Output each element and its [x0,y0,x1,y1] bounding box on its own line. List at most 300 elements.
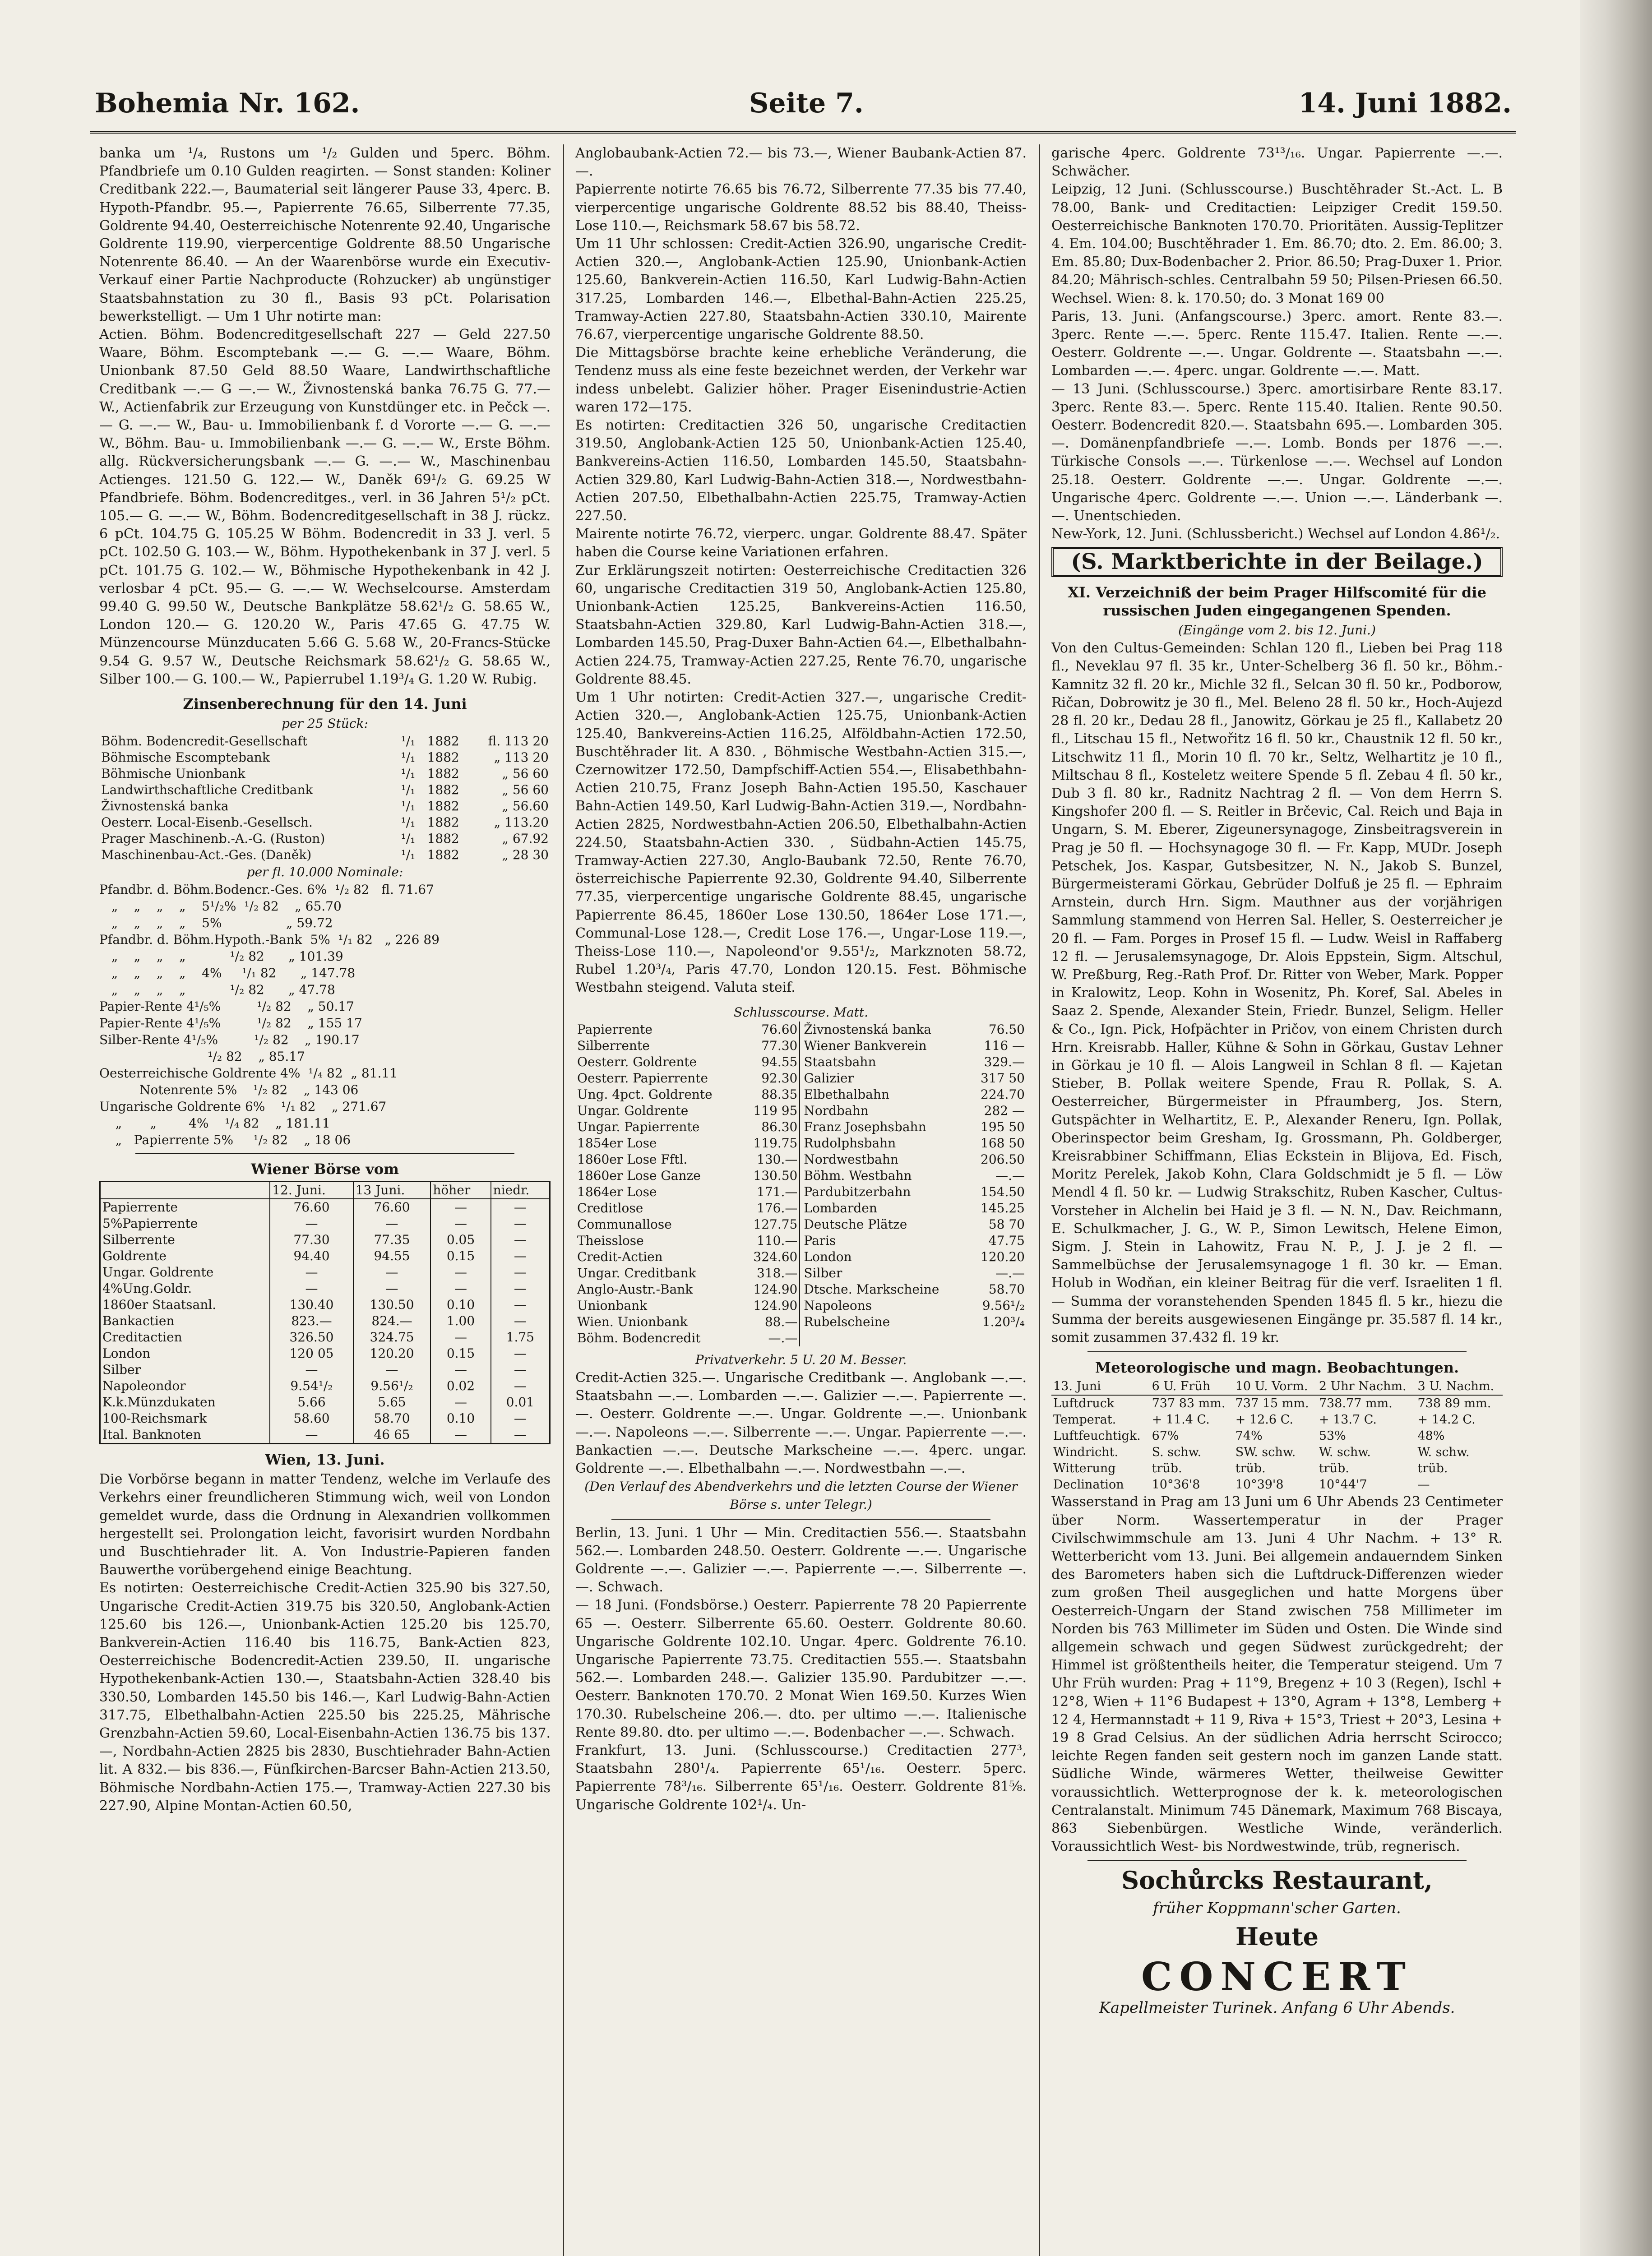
weather-row [1051,1378,1503,1395]
table-cell: + 11.4 C. [1152,1413,1210,1427]
paris-closing-report: — 13 Juni. (Schlusscourse.) 3perc. amortisirbare Rente 83.17. 3perc. Rente 83.—. 5perc. Rente 115.40. Italien. Rente 90.50. Oesterr. Bodencredit 820.—. Staatsbahn 695.—. Lombarden 305.—. Domänenpfandbriefe —.—. Lomb. Bonds per 1876 —.—. Türkische Consols —.—. Türkenlose —.—. Wechsel auf London 25.18. Oesterr. Goldrente —.—. Ungar. Goldrente —.—. Ungarische 4perc. Goldrente —.—. Union —.—. Länderbank —.—. Unentschieden. [1051,381,1503,524]
closing-row [575,1168,1027,1184]
table-cell: Temperat. [1053,1413,1116,1427]
table-cell: 206.50 [981,1151,1025,1167]
table-cell: 176.— [757,1200,798,1216]
closing-row [575,1151,1027,1168]
exchange-row [100,1345,550,1362]
table-cell: — [491,1345,550,1362]
table-cell: 1860er Staatsanl. [100,1297,270,1313]
table-cell: 130.— [757,1151,798,1167]
report-paragraph: Es notirten: Creditactien 326 50, ungarische Creditactien 319.50, Anglobank-Actien 125 50, Unionbank-Actien 125.40, Bankvereins-Actien 116.50, Lombarden 145.50, Staatsbahn-Actien 329.80, Karl Ludwig-Bahn-Actien 318.—, Nordwestbahn-Actien 207.50, Elbethalbahn-Actien 225.75, Tramway-Actien 227.50. [575,417,1027,524]
interest-row [99,766,551,782]
table-cell: 58 70 [988,1216,1025,1232]
table-cell: — [270,1427,353,1444]
table-cell: fl. 113 20 [488,733,549,749]
table-cell: 9.56¹/₂ [353,1378,431,1394]
table-cell: Maschinenbau-Act.-Ges. (Daněk) [101,847,312,862]
table-cell: Nordbahn [800,1103,969,1119]
divider [1087,1351,1467,1352]
table-cell: 88.— [764,1314,798,1329]
ad-restaurant-name: Sochůrcks Restaurant, [1121,1866,1433,1895]
table-cell: K.k.Münzdukaten [100,1394,270,1410]
table-cell: Pardubitzerbahn [800,1184,969,1200]
table-cell: 171.— [757,1184,798,1199]
table-cell: + 12.6 C. [1235,1413,1293,1427]
table-cell: 1882 [427,733,459,749]
vienna-exchange-table [99,1181,551,1444]
closing-row [575,1054,1027,1070]
table-cell: 0.05 [430,1232,491,1248]
weather-row [1051,1444,1503,1461]
weather-row [1051,1395,1503,1412]
ad-subtitle: früher Koppmann'scher Garten. [1153,1899,1401,1918]
table-cell: 324.75 [353,1329,431,1345]
table-cell: 4%Ung.Goldr. [100,1281,270,1297]
issue-date: 14. Juni 1882. [1298,88,1512,119]
table-cell: trüb. [1152,1461,1182,1476]
table-cell: Windricht. [1053,1445,1119,1460]
table-cell: 76.60 [761,1022,798,1037]
table-cell: — [430,1216,491,1232]
table-cell: ¹/₁ [401,766,416,781]
weather-row [1051,1428,1503,1444]
table-cell: 48% [1417,1429,1445,1443]
table-cell: 1864er Lose [577,1184,657,1199]
table-cell: 154.50 [981,1184,1025,1199]
table-cell: Theisslose [577,1233,644,1248]
table-cell: 120 05 [270,1345,353,1362]
table-cell: — [1417,1478,1430,1492]
table-cell: trüb. [1235,1461,1266,1476]
table-cell: Oesterr. Goldrente [577,1054,697,1069]
paper-issue: Bohemia Nr. 162. [95,88,360,119]
newspaper-page [90,81,1516,2256]
table-cell: Lombarden [800,1200,969,1216]
table-cell: Ungar. Creditbank [577,1265,696,1281]
table-cell: Ungar. Goldrente [100,1264,270,1281]
table-cell: 77.35 [353,1232,431,1248]
table-cell: — [491,1378,550,1394]
table-cell: —.— [995,1265,1025,1281]
frankfurt-report: Frankfurt, 13. Juni. (Schlusscourse.) Creditactien 277³, Staatsbahn 280¹/₄. Papierrente 65¹/₁₆. Oesterr. 5perc. Papierrente 78³/₁₆. Silberrente 65¹/₁₆. Oesterr. Goldrente 81⅝. Ungarische Goldrente 102¹/₄. Un- [575,1743,1027,1813]
table-cell: „ 56.60 [502,798,549,814]
table-cell: — [430,1264,491,1281]
table-cell: ¹/₁ [401,733,416,749]
closing-row [575,1298,1027,1314]
table-cell: 119.75 [753,1135,798,1151]
closing-row [575,1233,1027,1249]
table-cell: + 14.2 C. [1417,1413,1476,1427]
berlin-funds-report: — 18 Juni. (Fondsbörse.) Oesterr. Papierrente 78 20 Papierrente 65 —. Oesterr. Silberrente 65.60. Oesterr. Goldrente 80.60. Ungarische Goldrente 102.10. Ungar. 4perc. Goldrente 76.10. Ungarische Papierrente 73.75. Creditactien 555.—. Staatsbahn 562.—. Lombarden 248.—. Galizier 135.90. Pardubitzer —.—. Oesterr. Banknoten 170.70. 2 Monat Wien 169.50. Kurzes Wien 170.30. Rubelscheine 206.—. dto. per ultimo —.—. Italienische Rente 89.80. dto. per ultimo —.—. Bodenbacher —.—. Schwach. [575,1597,1027,1740]
table-cell: 94.55 [353,1248,431,1264]
table-cell: — [491,1216,550,1232]
table-cell: „ 113.20 [494,814,549,830]
table-cell: Silber [800,1265,969,1281]
ad-today: Heute [1236,1922,1319,1951]
table-cell: Silberrente [577,1038,650,1053]
table-cell: 0.10 [430,1297,491,1313]
table-cell: 1.75 [491,1329,550,1345]
weather-table [1051,1378,1503,1493]
table-cell: „ 67.92 [502,831,549,846]
table-cell: — [270,1362,353,1378]
table-cell: S. schw. [1152,1445,1202,1460]
table-cell: ¹/₁ [401,814,416,830]
table-cell: Ungar. Papierrente [577,1119,700,1134]
pfandbrief-interest-block: Pfandbr. d. Böhm.Bodencr.-Ges. 6% ¹/₂ 82 fl. 71.67 „ „ „ „ 5¹/₂% ¹/₂ 82 „ 65.70 „ „ „ „ 5% „ 59.72 Pfandbr. d. Böhm.Hypoth.-Bank 5% ¹/₁ 82 „ 226 89 „ „ „ „ ¹/₂ 82 „ 101.39 „ „ „ „ 4% ¹/₁ 82 „ 147.78 „ „ „ „ ¹/₂ 82 „ 47.78 Papier-Rente 4¹/₅% ¹/₂ 82 „ 50.17 Papier-Rente 4¹/₅% ¹/₂ 82 „ 155 17 Silber-Rente 4¹/₅% ¹/₂ 82 „ 190.17 ¹/₂ 82 „ 85.17 Oesterreichische Goldrente 4% ¹/₄ 82 „ 81.11 Notenrente 5% ¹/₂ 82 „ 143 06 Ungarische Goldrente 6% ¹/₁ 82 „ 271.67 „ „ 4% ¹/₄ 82 „ 181.11 „ Papierrente 5% ¹/₂ 82 „ 18 06 [99,882,440,1147]
prague-quotes: Actien. Böhm. Bodencreditgesellschaft 227 — Geld 227.50 Waare, Böhm. Escomptebank —.— G. —.— Waare, Böhm. Unionbank 87.50 Geld 88.50 Waare, Landwirthschaftliche Creditbank —.— G —.— W., Živnostenská banka 76.75 G. 77.— W., Actienfabrik zur Erzeugung von Kunstdünger etc. in Pečck —.— G. —.— W., Bau- u. Immobilienbank f. d Vororte —.— G. —.— W., Böhm. Bau- u. Immobilienbank —.— G. —.— W., Erste Böhm. allg. Rückversicherungsbank —.— G. —.— W., Maschinenbau Actienges. 121.50 G. 122.— W., Daněk 69¹/₂ G. 69.25 W Pfandbriefe. Böhm. Bodencreditges., verl. in 36 Jahren 5¹/₂ pCt. 105.— G. —.— W., Böhm. Bodencreditgesellschaft in 38 J. rückz. 6 pCt. 104.75 G. 105.25 W Böhm. Bodencredit in 33 J. verl. 5 pCt. 102.50 G. 103.— W., Böhm. Hypothekenbank in 37 J. verl. 5 pCt. 101.75 G. 102.— W., Böhmische Hypothekenbank in 42 J. verlosbar 4 pCt. 95.— G. —.— W. Wechselcourse. Amsterdam 99.40 G. 99.50 W., Deutsche Bankplätze 58.62¹/₂ G. 58.65 W., London 120.— G. 120.20 W., Paris 47.65 G. 47.75 W. Münzencourse Münzducaten 5.66 G. 5.68 W., 20-Francs-Stücke 9.54 G. 9.57 W., Deutsche Reichsmark 58.62¹/₂ G. 58.65 W., Silber 100.— G. 100.— W., Papierrubel 1.19³/₄ G. 1.20 W. Rubig. [99,327,551,687]
interest-row [99,733,551,749]
table-cell [969,1330,1027,1346]
table-header: 13 Juni. [353,1181,431,1199]
interest-calc-subtitle-2: per fl. 10.000 Nominale: [246,864,403,879]
closing-row [575,1070,1027,1086]
exchange-row [100,1216,550,1232]
table-cell: 1882 [427,782,459,797]
table-cell: — [491,1297,550,1313]
table-cell: Landwirthschaftliche Creditbank [101,782,313,797]
masthead [90,81,1516,134]
table-cell: — [270,1281,353,1297]
table-cell: 94.55 [761,1054,798,1069]
table-cell: 738.77 mm. [1319,1396,1393,1411]
divider [1087,1860,1467,1861]
table-cell: ¹/₁ [401,847,416,862]
table-cell: Goldrente [100,1248,270,1264]
table-cell: Böhm. Bodencredit-Gesellschaft [101,733,308,749]
table-cell: 282 — [984,1103,1025,1118]
table-cell: — [491,1362,550,1378]
table-cell: 1882 [427,749,459,765]
table-cell: Böhm. Westbahn [800,1168,969,1184]
table-cell: Wien. Unionbank [577,1314,688,1329]
table-cell: 119 95 [753,1103,798,1118]
table-cell: — [353,1362,431,1378]
table-cell: 127.75 [753,1216,798,1232]
table-cell: „ 28 30 [502,847,549,862]
column-rule [1039,144,1040,2256]
table-cell: 94.40 [270,1248,353,1264]
table-cell: „ 56 60 [502,766,549,781]
table-cell: 0.15 [430,1345,491,1362]
weather-report: Wasserstand in Prag am 13 Juni um 6 Uhr Abends 23 Centimeter über Norm. Wassertemperatur in der Prager Civilschwimmschule am 13. Juni 4 Uhr Nachm. + 13° R. Wetterbericht vom 13. Juni. Bei allgemein andauerndem Sinken des Barometers haben sich die Luftdruck-Differenzen wieder zum großen Theil ausgeglichen und hatte Morgens über Oesterreich-Ungarn der Stand zwischen 758 Millimeter im Norden bis 763 Millimeter im Süden und Osten. Die Winde sind allgemein schwach und gegen Südwest zurückgedreht; der Himmel ist größtentheils heiter, die Temperatur steigend. Um 7 Uhr Früh wurden: Prag + 11°9, Bregenz + 10 3 (Regen), Ischl + 12°8, Wien + 11°6 Budapest + 13°0, Agram + 13°8, Lemberg + 12 4, Hermannstadt + 11 9, Riva + 15°3, Triest + 20°3, Lesina + 19 8 Grad Celsius. An der südlichen Adria herrscht Scirocco; leichte Regen fanden seit gestern noch im ganzen Lande statt. Südliche Winde, wärmeres Wetter, theilweise Gewitter voraussichtlich. Wetterprognose der k. k. meteorologischen Centralanstalt. Minimum 745 Dänemark, Maximum 768 Biscaya, 863 Siebenbürgen. Westliche Winde, veränderlich. Voraussichtlich West- bis Nordwestwinde, trüb, regnerisch. [1051,1494,1503,1855]
interest-row [99,798,551,814]
table-cell: London [800,1249,969,1265]
closing-row [575,1314,1027,1330]
closing-row [575,1022,1027,1038]
interest-calc-subtitle: per 25 Stück: [282,716,368,731]
closing-prices-title: Schlusscourse. Matt. [733,1004,869,1020]
table-cell: —.— [995,1168,1025,1183]
table-cell: Dtsche. Markscheine [800,1281,969,1298]
table-cell: 120.20 [981,1249,1025,1264]
table-cell: Napoleondor [100,1378,270,1394]
table-cell: W. schw. [1319,1445,1371,1460]
table-cell: 116 — [984,1038,1025,1053]
table-cell: 329.— [984,1054,1025,1069]
table-cell: — [430,1362,491,1378]
table-cell: 0.02 [430,1378,491,1394]
table-cell: SW. schw. [1235,1445,1296,1460]
column-3 [1051,144,1503,2256]
interest-row [99,749,551,766]
vienna-quotes-text: Es notirten: Oesterreichische Credit-Actien 325.90 bis 327.50, Ungarische Credit-Actien 319.75 bis 320.50, Anglobank-Actien 125.60 bis 126.—, Unionbank-Actien 125.20 bis 125.70, Bankverein-Actien 116.40 bis 116.75, Bank-Actien 823, Oesterreichische Bodencredit-Actien 239.50, II. ungarische Hypothekenbank-Actien 130.—, Staatsbahn-Actien 328.40 bis 330.50, Lombarden 145.50 bis 146.—, Karl Ludwig-Bahn-Actien 317.75, Elbethalbahn-Actien 225.50 bis 225.25, Mährische Grenzbahn-Actien 59.60, Local-Eisenbahn-Actien 136.75 bis 137.—, Nordbahn-Actien 2825 bis 2830, Buschtiehrader Bahn-Actien lit. A 832.— bis 836.—, Fünfkirchen-Barcser Bahn-Actien 213.50, Böhmische Nordbahn-Actien 175.—, Tramway-Actien 227.30 bis 227.90, Alpine Montan-Actien 60.50, [99,1580,551,1814]
table-cell: 47.75 [988,1233,1025,1248]
closing-row [575,1249,1027,1265]
table-cell: 58.70 [353,1410,431,1427]
table-cell: — [491,1427,550,1444]
table-cell: 76.60 [270,1199,353,1216]
exchange-row [100,1410,550,1427]
table-cell: Rudolphsbahn [800,1135,969,1151]
table-cell: — [491,1264,550,1281]
table-cell: Oesterr. Papierrente [577,1070,708,1086]
table-cell: 737 15 mm. [1235,1396,1309,1411]
table-cell: London [100,1345,270,1362]
closing-row [575,1119,1027,1135]
closing-row [575,1330,1027,1346]
closing-prices-table [575,1022,1027,1346]
table-cell: 110.— [757,1233,798,1248]
exchange-row [100,1297,550,1313]
table-cell: Böhmische Escomptebank [101,749,270,765]
table-cell: 124.90 [753,1298,798,1313]
table-cell: Silberrente [100,1232,270,1248]
table-cell: 13. Juni [1051,1378,1150,1395]
page-binding-edge [1580,0,1652,2256]
interest-table [99,733,551,863]
table-cell: 10 U. Vorm. [1234,1378,1317,1395]
interest-row [99,847,551,863]
table-cell: Deutsche Plätze [800,1216,969,1233]
table-cell: Elbethalbahn [800,1086,969,1103]
table-cell: — [270,1216,353,1232]
table-cell: Napoleons [800,1298,969,1314]
donations-text: Von den Cultus-Gemeinden: Schlan 120 fl., Lieben bei Prag 118 fl., Neveklau 97 fl. 35 kr., Unter-Schelberg 36 fl. 50 kr., Böhm.-Kamnitz 32 fl. 20 kr., Michle 32 fl., Selcan 30 fl. 50 kr., Podborow, Ričan, Dobrowitz je 30 fl., Mel. Beleno 28 fl. 50 kr., Hoch-Aujezd 28 fl. 20 kr., Dedau 28 fl., Janowitz, Görkau je 25 fl., Kallabetz 20 fl., Litschau 15 fl., Netwořitz 16 fl. 50 kr., Chaustnik 12 fl. 50 kr., Litschwitz 11 fl., Morin 10 fl. 70 kr., Seltz, Welhartitz je 10 fl., Miltschau 8 fl., Kosteletz weitere Spende 5 fl. Zebau 4 fl. 50 kr., Dub 3 fl. 80 kr., Radnitz Nachtrag 2 fl. — Von dem Herrn S. Kingshofer 200 fl. — S. Reitler in Brčevic, Cal. Reich und Baja in Ungarn, S. M. Eberer, Zigeunersynagoge, Zinsbeitragsverein in Prag je 50 fl. — Hochsynagoge 30 fl. — Fr. Kapp, MUDr. Joseph Petschek, Jos. Kaspar, Gutsbesitzer, N. N., Jakob S. Bunzel, Bürgermeisterami Görkau, Gebrüder Dolfuß je 25 fl. — Ephraim Arnstein, durch Hrn. Sigm. Mauthner aus der vorjährigen Sammlung stammend von Herren Sal. Heller, S. Oesterreicher je 20 fl. — Fam. Porges in Prosef 15 fl. — Ludw. Weisl in Raffaberg 12 fl. — Jerusalemsynagoge, Dr. Alois Eppstein, Sigm. Altschul, W. Preßburg, Reg.-Rath Prof. Dr. Ritter von Weber, Mark. Popper in Kralowitz, Leop. Kohn in Wosenitz, Ph. Koref, Sal. Abeles in Saaz 2. Spende, Alexander Stein, Friedr. Bunzel, Seligm. Heller & Co., Ign. Pick, Hofpächter in Pričov, von einem Christen durch Hrn. Kreisrabb. Haller, Kühne & Sohn in Görkau, Gustav Lehner in Görkau je 10 fl. — Alois Langweil in Schlan 8 fl. — Kajetan Stieber, B. Pollak weitere Spende, Frau R. Pollak, S. A. Oesterreicher, Bürgermeister in Pfraumberg, Jos. Stern, Gutspächter in Welhartitz, E. P., Alexander Reneru, Ign. Pollak, Oberinspector beim Gresham, Ig. Grossmann, Ph. Goldberger, Kreisrabbiner Schiffmann, Elias Eckstein in Blijova, Ed. Fisch, Moritz Perelek, Jakob Kohn, Clara Goldschmidt je 5 fl. — Löw Mendl 4 fl. 50 kr. — Ludwig Strakschitz, Ruben Kascher, Cultus-Vorsteher in Alchelin bei Haid je 3 fl. — N. N., Dav. Reichmann, E. Schulkmacher, J. G., W. P., Simon Lewitsch, Helene Eimon, Sigm. J. Stein in Lahowitz, Frau N. P., J. J. je 2 fl. — Sammelbüchse der Jerusalemsynagoge 1 fl. 30 kr. — Eman. Holub in Wodňan, ein kleiner Beitrag für die verf. Israeliten 1 fl. — Summa der voranstehenden Spenden 1845 fl. 5 kr., hiezu die Summa der bereits ausgewiesenen Eingänge pr. 35.587 fl. 14 kr., somit zusammen 37.432 fl. 19 kr. [1051,640,1503,1345]
table-cell: 88.35 [761,1086,798,1102]
table-cell: Communallose [577,1216,672,1232]
paris-opening-report: Paris, 13. Juni. (Anfangscourse.) 3perc. amort. Rente 83.—. 3perc. Rente —.—. 5perc. Rente 115.47. Italien. Rente —.—. Oesterr. Goldrente —.—. Ungar. Goldrente —. Staatsbahn —.—. Lombarden —.—. 4perc. ungar. Goldrente —.—. Matt. [1051,308,1503,379]
table-cell: 9.56¹/₂ [982,1298,1025,1313]
report-paragraph: garische 4perc. Goldrente 73¹³/₁₆. Ungar. Papierrente —.—. Schwächer. [1051,145,1503,180]
table-cell: Creditactien [100,1329,270,1345]
table-cell: 2 Uhr Nachm. [1317,1378,1416,1395]
table-cell: — [353,1264,431,1281]
exchange-row [100,1281,550,1297]
table-cell: Silber [100,1362,270,1378]
table-cell: 74% [1235,1429,1263,1443]
closing-row [575,1200,1027,1216]
table-cell: Franz Josephsbahn [800,1119,969,1135]
report-paragraph: Um 1 Uhr notirten: Credit-Actien 327.—, ungarische Credit-Actien 320.—, Anglobank-Actien 125.75, Unionbank-Actien 125.40, Bankvereins-Actien 116.25, Alföldbahn-Actien 172.50, Buschtěhrader lit. A 830. , Böhmische Westbahn-Actien 315.—, Czernowitzer 172.50, Dampfschiff-Actien 554.—, Elisabethbahn-Actien 210.75, Franz Joseph Bahn-Actien 195.50, Kaschauer Bahn-Actien 149.50, Karl Ludwig-Bahn-Actien 319.—, Nordbahn-Actien 2825, Nordwestbahn-Actien 206.50, Elbethalbahn-Actien 224.50, Staatsbahn-Actien 330. , Südbahn-Actien 145.75, Tramway-Actien 227.30, Anglo-Baubank 72.50, Rente 76.70, österreichische Papierrente 92.30, Goldrente 94.40, Silberrente 77.35, vierpercentige ungarische Goldrente 88.45, ungarische Papierrente 86.45, 1860er Lose 130.50, 1864er Lose 171.—, Communal-Lose 128.—, Credit Lose 176.—, Ungar-Lose 119.—, Theiss-Lose 110.—, Napoleond'or 9.55¹/₂, Markznoten 58.72, Rubel 1.20³/₄, Paris 47.70, London 120.15. Fest. Böhmische Westbahn steigend. Valuta steif. [575,689,1027,996]
table-cell: 77.30 [761,1038,798,1053]
table-cell: 1860er Lose Ganze [577,1168,701,1183]
closing-row [575,1086,1027,1103]
table-cell: Papierrente [577,1022,652,1037]
table-cell: 130.40 [270,1297,353,1313]
table-cell: Rubelscheine [800,1314,969,1330]
table-cell: Wiener Bankverein [800,1038,969,1054]
table-cell: 100-Reichsmark [100,1410,270,1427]
leipzig-report: Leipzig, 12 Juni. (Schlusscourse.) Buschtěhrader St.-Act. L. B 78.00, Bank- und Creditactien: Leipziger Credit 159.50. Oesterreichische Banknoten 170.70. Prioritäten. Aussig-Teplitzer 4. Em. 104.00; Buschtěhrader 1. Em. 86.70; dto. 2. Em. 86.00; 3. Em. 85.80; Dux-Bodenbacher 2. Prior. 86.50; Prag-Duxer 1. Prior. 84.20; Mährisch-schles. Centralbahn 59 50; Pilsen-Priesen 66.50. Wechsel. Wien: 8. k. 170.50; do. 3 Monat 169 00 [1051,181,1503,306]
table-cell: ¹/₁ [401,798,416,814]
table-cell: 58.60 [270,1410,353,1427]
table-cell: 5.66 [270,1394,353,1410]
closing-row [575,1265,1027,1281]
report-paragraph: Anglobaubank-Actien 72.— bis 73.—, Wiener Baubank-Actien 87.—. [575,145,1027,180]
table-cell: 130.50 [753,1168,798,1183]
exchange-row [100,1427,550,1444]
table-cell: Prager Maschinenb.-A.-G. (Ruston) [101,831,325,846]
market-intro: banka um ¹/₄, Rustons um ¹/₂ Gulden und 5perc. Böhm. Pfandbriefe um 0.10 Gulden reagirten. — Sonst standen: Koliner Creditbank 222.—, Baumaterial seit längerer Pause 33, 4perc. B. Hypoth-Pfandbr. 95.—, Papierrente 76.65, Silberrente 77.35, Goldrente 94.40, Oesterreichische Notenrente 92.40, Ungarische Goldrente 119.90, vierpercentige Goldrente 88.50 Ungarische Notenrente 86.40. — An der Waarenbörse wurde ein Executiv-Verkauf einer Partie Nachproducte (Rohzucker) ab ungünstiger Staatsbahnstation zu 30 fl., Basis 93 pCt. Polarisation bewerkstelligt. — Um 1 Uhr notirte man: [99,145,551,324]
table-header: 12. Juni. [270,1181,353,1199]
table-cell [800,1330,969,1346]
table-cell: 6 U. Früh [1150,1378,1234,1395]
table-cell: 0.01 [491,1394,550,1410]
column-rule [563,144,564,2256]
table-cell: Galizier [800,1070,969,1086]
divider [611,1519,990,1520]
table-cell: Staatsbahn [800,1054,969,1070]
table-cell: 124.90 [753,1281,798,1297]
table-cell: — [491,1248,550,1264]
table-cell: 86.30 [761,1119,798,1134]
table-cell: 76.60 [353,1199,431,1216]
table-cell: 3 U. Nachm. [1416,1378,1503,1395]
table-cell: — [430,1329,491,1345]
table-cell: „ 56 60 [502,782,549,797]
table-header: höher [430,1181,491,1199]
newyork-report: New-York, 12. Juni. (Schlussbericht.) Wechsel auf London 4.86¹/₂. [1051,526,1500,542]
table-cell: 824.— [353,1313,431,1329]
closing-row [575,1281,1027,1298]
table-cell: — [491,1232,550,1248]
closing-row [575,1216,1027,1233]
table-cell: — [430,1394,491,1410]
table-cell: ¹/₁ [401,831,416,846]
table-cell: Credit-Actien [577,1249,663,1264]
report-paragraph: Die Mittagsbörse brachte keine erhebliche Veränderung, die Tendenz muss als eine feste bezeichnet werden, der Verkehr war indess unbelebt. Galizier höher. Prager Eisenindustrie-Actien waren 172—175. [575,345,1027,415]
donations-subtitle: (Eingänge vom 2. bis 12. Juni.) [1178,623,1376,638]
table-cell: — [353,1281,431,1297]
table-cell: 317 50 [981,1070,1025,1086]
table-cell: 0.15 [430,1248,491,1264]
vienna-report-text: Die Vorbörse begann in matter Tendenz, welche im Verlaufe des Verkehrs einer freundlicheren Stimmung wich, weil von London gemeldet wurde, dass die Ordnung in Alexandrien vollkommen hergestellt sei. Prolongation leicht, favorisirt wurden Nordbahn und Buschtiehrader lit. A. Von Industrie-Papieren fanden Bauwerthe vorübergehend einige Beachtung. [99,1471,551,1578]
table-cell: Oesterr. Local-Eisenb.-Gesellsch. [101,814,313,830]
table-cell: 1.00 [430,1313,491,1329]
table-cell: 10°39'8 [1235,1478,1284,1492]
closing-row [575,1184,1027,1200]
table-cell: 77.30 [270,1232,353,1248]
interest-row [99,831,551,847]
table-cell: 67% [1152,1429,1179,1443]
table-cell: Ungar. Goldrente [577,1103,689,1118]
table-cell: — [491,1199,550,1216]
donations-title: XI. Verzeichniß der beim Prager Hilfscomité für die russischen Juden eingegangenen Spenden. [1068,583,1486,619]
table-cell: — [430,1281,491,1297]
table-cell: 5.65 [353,1394,431,1410]
table-cell: trüb. [1417,1461,1448,1476]
table-cell: 92.30 [761,1070,798,1086]
table-cell: Unionbank [577,1298,648,1313]
report-paragraph: Mairente notirte 76.72, vierperc. ungar. Goldrente 88.47. Später haben die Course keine Variationen erfahren. [575,526,1027,560]
table-cell: 58.70 [988,1281,1025,1297]
exchange-row [100,1264,550,1281]
report-paragraph: Zur Erklärungszeit notirten: Oesterreichische Creditactien 326 60, ungarische Creditactien 319 50, Anglobank-Actien 125.80, Unionbank-Actien 125.25, Bankvereins-Actien 116.50, Staatsbahn-Actien 329.80, Karl Ludwig-Bahn-Actien 318.—, Lombarden 145.50, Prag-Duxer Bahn-Actien 64.—, Elbethalbahn-Actien 224.75, Tramway-Actien 227.25, Rente 76.70, ungarische Goldrente 88.45. [575,562,1027,687]
exchange-row [100,1232,550,1248]
table-cell: — [430,1427,491,1444]
table-cell: — [430,1199,491,1216]
report-paragraph: Papierrente notirte 76.65 bis 76.72, Silberrente 77.35 bis 77.40, vierpercentige ungarische Goldrente 88.52 bis 88.40, Theiss-Lose 110.—, Reichsmark 58.67 bis 58.72. [575,181,1027,234]
table-cell: Paris [800,1233,969,1249]
table-header [100,1181,270,1199]
table-cell: 324.60 [753,1249,798,1264]
table-cell: 737 83 mm. [1152,1396,1226,1411]
ad-footer: Kapellmeister Turinek. Anfang 6 Uhr Abends. [1099,1998,1455,2017]
column-2 [575,144,1027,2256]
exchange-row [100,1199,550,1216]
table-cell: 53% [1319,1429,1346,1443]
exchange-row [100,1378,550,1394]
table-cell: „ 113 20 [494,749,549,765]
interest-row [99,782,551,798]
table-cell: 738 89 mm. [1417,1396,1491,1411]
table-cell: 1882 [427,847,459,862]
table-cell: 1882 [427,766,459,781]
table-cell: Luftfeuchtigk. [1053,1429,1141,1443]
table-cell: 76.50 [988,1022,1025,1037]
table-cell: 120.20 [353,1345,431,1362]
private-trading-note: (Den Verlauf des Abendverkehrs und die letzten Course der Wiener Börse s. unter Telegr.) [584,1479,1018,1512]
table-cell: 10°36'8 [1152,1478,1200,1492]
ad-concert: CONCERT [1141,1954,1413,2000]
weather-row [1051,1477,1503,1493]
table-cell: Živnostenská banka [800,1022,969,1038]
table-cell: —.— [768,1330,798,1345]
page-number: Seite 7. [749,88,864,119]
column-1 [99,144,551,2256]
weather-row [1051,1412,1503,1428]
table-cell: 145.25 [981,1200,1025,1216]
report-paragraph: Um 11 Uhr schlossen: Credit-Actien 326.90, ungarische Credit-Actien 320.—, Anglobank-Actien 125.90, Unionbank-Actien 125.60, Bankverein-Actien 116.50, Karl Ludwig-Bahn-Actien 317.25, Lombarden 146.—, Elbethal-Bahn-Actien 225.25, Tramway-Actien 227.80, Staatsbahn-Actien 330.10, Mairente 76.67, vierpercentige ungarische Goldrente 88.50. [575,236,1027,343]
exchange-row [100,1362,550,1378]
table-cell: 0.10 [430,1410,491,1427]
table-cell: — [491,1410,550,1427]
table-cell: 1882 [427,814,459,830]
table-cell: 9.54¹/₂ [270,1378,353,1394]
table-cell: 1882 [427,831,459,846]
exchange-row [100,1394,550,1410]
table-cell: ¹/₁ [401,749,416,765]
weather-title: Meteorologische und magn. Beobachtungen. [1095,1359,1459,1377]
table-cell: 5%Papierrente [100,1216,270,1232]
table-cell: Papierrente [100,1199,270,1216]
interest-row [99,814,551,831]
table-cell: 326.50 [270,1329,353,1345]
table-cell: 1882 [427,798,459,814]
closing-row [575,1038,1027,1054]
table-cell: Böhm. Bodencredit [577,1330,701,1345]
table-cell: 10°44'7 [1319,1478,1367,1492]
market-reports-box: (S. Marktberichte in der Beilage.) [1051,547,1503,577]
table-cell: 1.20³/₄ [982,1314,1025,1329]
closing-row [575,1103,1027,1119]
table-cell: Bankactien [100,1313,270,1329]
vienna-report-title: Wien, 13. Juni. [265,1451,385,1468]
table-cell: 168 50 [981,1135,1025,1151]
table-header: niedr. [491,1181,550,1199]
